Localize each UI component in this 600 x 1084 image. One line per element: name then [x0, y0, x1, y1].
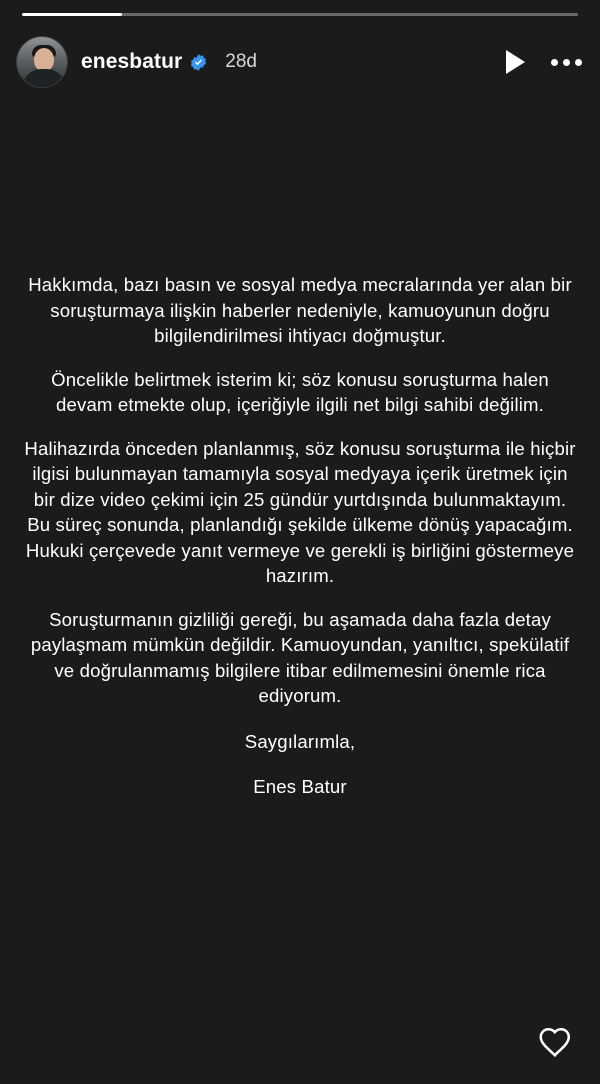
- paragraph-4: Soruşturmanın gizliliği gereği, bu aşamada daha fazla detay paylaşmam mümkün değildir. Kamuoyundan, yanıltıcı, spekülatif ve doğrulanmamış bilgilere itibar edilmemesini önemle rica ediyorum.: [30, 608, 570, 706]
- heart-icon[interactable]: [536, 1023, 574, 1066]
- sign-off-label: Saygılarımla,: [244, 730, 356, 752]
- story-progress-bar: [22, 13, 578, 16]
- story-header: [16, 34, 582, 90]
- paragraph-1: Hakkımda, bazı basın ve sosyal medya mecralarında yer alan bir soruşturmaya ilişkin haberler nedeniyle, kamuoyunun doğru bilgilendirilmesi ihtiyacı doğmuştur.: [28, 274, 572, 346]
- paragraph-3: Halihazırda önceden planlanmış, söz konusu soruşturma ile hiçbir ilgisi bulunmayan tamamıyla sosyal medyaya içerik üretmek için bir dize video çekimi için 25 gündür yurtdışında bulunmaktayım. Bu süreç sonunda, planlandığı şekilde ülkeme dönüş yapacağım. Hukuki çerçevede yanıt vermeye ve gerekli iş birliğini göstermeye hazırım.: [24, 437, 576, 586]
- more-options-icon[interactable]: [551, 55, 582, 70]
- paragraph-2: Öncelikle belirtmek isterim ki; söz konusu soruşturma halen devam etmekte olup, içeriğiyle ilgili net bilgi sahibi değilim.: [51, 368, 549, 415]
- avatar[interactable]: [16, 36, 68, 88]
- story-footer: [536, 1023, 574, 1066]
- timestamp-label: 28d: [225, 51, 257, 72]
- story-text-content: [22, 272, 578, 800]
- signature-name: Enes Batur: [253, 776, 347, 797]
- play-icon[interactable]: [506, 50, 525, 74]
- avatar-face: [34, 48, 54, 71]
- progress-track[interactable]: [22, 13, 578, 16]
- verified-badge-icon: [189, 53, 208, 72]
- username-label[interactable]: enesbatur: [81, 50, 183, 73]
- progress-fill: [22, 13, 122, 16]
- header-actions: [506, 50, 582, 74]
